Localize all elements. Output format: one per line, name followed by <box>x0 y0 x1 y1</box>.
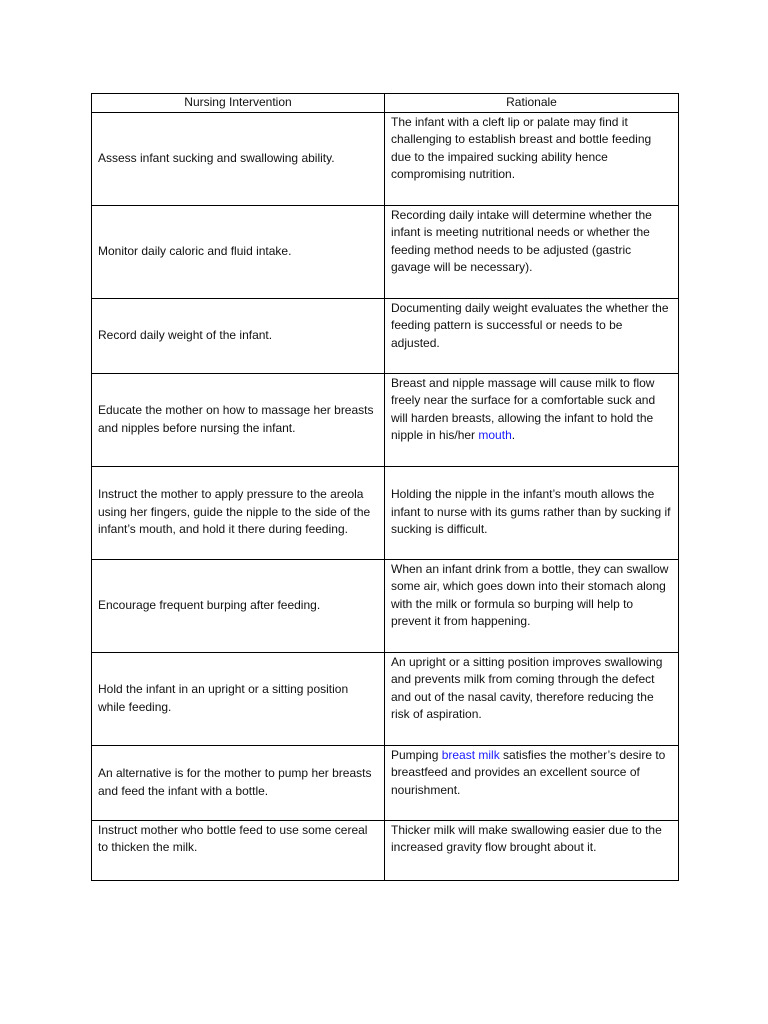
intervention-cell: Instruct mother who bottle feed to use some cereal to thicken the milk. <box>92 820 385 880</box>
header-nursing-intervention: Nursing Intervention <box>92 94 385 113</box>
rationale-cell: Thicker milk will make swallowing easier due to the increased gravity flow brought about it. <box>385 820 679 880</box>
intervention-cell: Educate the mother on how to massage her breasts and nipples before nursing the infant. <box>92 373 385 466</box>
nursing-care-table <box>91 93 679 881</box>
rationale-cell: An upright or a sitting position improves swallowing and prevents milk from coming through the defect and out of the nasal cavity, therefore reducing the risk of aspiration. <box>385 652 679 745</box>
intervention-cell: An alternative is for the mother to pump her breasts and feed the infant with a bottle. <box>92 745 385 820</box>
table-row <box>92 745 679 820</box>
rationale-cell: Recording daily intake will determine whether the infant is meeting nutritional needs or whether the feeding method needs to be adjusted (gastric gavage will be necessary). <box>385 205 679 298</box>
mouth-link[interactable]: mouth <box>478 428 512 442</box>
rationale-text: Holding the nipple in the infant’s mouth allows the infant to nurse with its gums rather than by sucking if sucking is difficult. <box>391 487 671 537</box>
breast-milk-link[interactable]: breast milk <box>441 747 500 762</box>
table-row <box>92 466 679 559</box>
rationale-text: Pumping <box>391 747 442 762</box>
header-row <box>92 94 679 113</box>
rationale-text: Breast and nipple massage will cause milk to flow freely near the surface for a comfortable suck and will harden breasts, allowing the infant to hold the nipple in his/her <box>391 375 656 442</box>
table-row <box>92 298 679 373</box>
rationale-cell: The infant with a cleft lip or palate may find it challenging to establish breast and bottle feeding due to the impaired sucking ability hence compromising nutrition. <box>385 112 679 205</box>
header-rationale: Rationale <box>385 94 679 113</box>
intervention-cell: Encourage frequent burping after feeding. <box>92 559 385 652</box>
intervention-cell: Record daily weight of the infant. <box>92 298 385 373</box>
rationale-cell <box>385 466 679 559</box>
rationale-cell: Documenting daily weight evaluates the whether the feeding pattern is successful or needs to be adjusted. <box>385 298 679 373</box>
intervention-cell: Instruct the mother to apply pressure to the areola using her fingers, guide the nipple to the side of the infant’s mouth, and hold it there during feeding. <box>92 466 385 559</box>
table-row <box>92 373 679 466</box>
rationale-cell <box>385 373 679 466</box>
rationale-cell <box>385 745 679 820</box>
table-row <box>92 559 679 652</box>
intervention-cell: Assess infant sucking and swallowing ability. <box>92 112 385 205</box>
rationale-cell: When an infant drink from a bottle, they can swallow some air, which goes down into their stomach along with the milk or formula so burping will help to prevent it from happening. <box>385 559 679 652</box>
rationale-text-end: satisfies the mother’s desire to breastfeed and provides an excellent source of nourishment. <box>391 747 666 797</box>
rationale-text-end: . <box>511 428 516 442</box>
intervention-cell: Hold the infant in an upright or a sitting position while feeding. <box>92 652 385 745</box>
table-row <box>92 652 679 745</box>
table-row <box>92 205 679 298</box>
table-row <box>92 820 679 880</box>
intervention-cell: Monitor daily caloric and fluid intake. <box>92 205 385 298</box>
table-row <box>92 112 679 205</box>
